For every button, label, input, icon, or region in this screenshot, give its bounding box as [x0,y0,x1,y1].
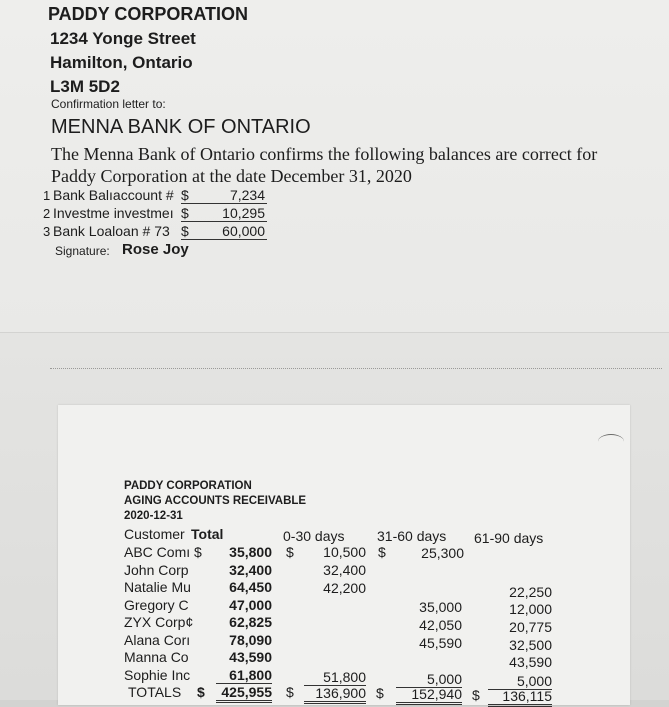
totals-0-30: 136,900 [304,685,366,704]
row-1-dollar-2: $ [378,544,386,560]
row-5-customer: ZYX Corp¢ [124,614,194,630]
row-6-total: 78,090 [229,632,272,648]
row-2-total: 32,400 [229,562,272,578]
header-total: Total [191,526,224,542]
row-6-customer: Alana Corı [124,632,191,648]
row-3-0-30: 42,200 [323,580,366,596]
row-6-61-90: 32,500 [509,637,552,653]
totals-dollar-1: $ [286,684,294,700]
item-2-line [181,205,267,222]
row-4-customer: Gregory C [124,597,189,613]
totals-61-90: 136,115 [488,688,552,707]
row-1-customer: ABC Comı $ [124,544,202,560]
aging-date: 2020-12-31 [124,510,183,522]
totals-31-60: 152,940 [396,686,462,705]
item-3-label: Bank Loaloan # 73 [53,223,170,239]
item-3-line [181,223,267,240]
row-8-total: 61,800 [216,667,272,684]
confirmation-label: Confirmation letter to: [51,97,166,111]
item-3-number: 3 [43,224,51,239]
signature-name: Rose Joy [122,241,189,258]
row-7-61-90: 43,590 [509,654,552,670]
header-customer: Customer [124,526,185,542]
postal-code: L3M 5D2 [50,77,120,96]
row-8-31-60: 5,000 [396,671,462,688]
item-2-amount: 10,295 [222,205,265,221]
signature-label: Signature: [55,244,110,258]
item-2-number: 2 [43,206,51,221]
row-7-total: 43,590 [229,649,272,665]
bank-name: MENNA BANK OF ONTARIO [51,116,311,138]
address-line2: Hamilton, Ontario [50,53,193,72]
row-7-customer: Manna Co [124,649,189,665]
totals-dollar: $ [197,684,205,700]
row-6-31-60: 45,590 [419,635,462,651]
header-31-60: 31-60 days [377,528,447,544]
row-4-31-60: 35,000 [419,599,462,615]
item-1-amount: 7,234 [229,187,265,203]
header-0-30: 0-30 days [283,528,345,544]
item-3-amount: 60,000 [222,223,265,239]
row-5-31-60: 42,050 [419,617,462,633]
row-8-0-30: 51,800 [304,669,366,686]
row-2-0-30: 32,400 [323,562,366,578]
row-1-dollar-1: $ [286,544,294,560]
row-3-61-90: 22,250 [509,584,552,600]
totals-dollar-3: $ [472,687,480,703]
row-1-31-60: 25,300 [421,545,464,561]
row-1-0-30: 10,500 [323,544,366,560]
statement-line2: Paddy Corporation at the date December 31, 2020 [51,166,412,186]
row-3-customer: Natalie Mu [124,579,191,595]
row-4-61-90: 12,000 [509,601,552,617]
totals-total: 425,955 [216,684,272,703]
item-1-dollar: $ [181,187,189,203]
aging-title: AGING ACCOUNTS RECEIVABLE [124,495,307,507]
row-1-total: 35,800 [229,544,272,560]
totals-dollar-2: $ [376,685,384,701]
address-line1: 1234 Yonge Street [50,29,196,48]
item-1-number: 1 [43,188,51,203]
dotted-divider [50,368,662,369]
header-61-90: 61-90 days [474,530,544,546]
item-1-label: Bank Balıaccount # [53,187,174,203]
statement-line1: The Menna Bank of Ontario confirms the following balances are correct for [51,144,598,164]
item-1-line [181,187,267,204]
aging-company: PADDY CORPORATION [124,480,252,492]
company-name: PADDY CORPORATION [48,4,249,24]
paper-curl [598,434,624,449]
row-5-61-90: 20,775 [509,619,552,635]
item-2-dollar: $ [181,205,189,221]
row-8-61-90: 5,000 [488,673,552,690]
item-2-label: Investme investmeı [53,205,174,221]
row-4-total: 47,000 [229,597,272,613]
row-3-total: 64,450 [229,579,272,595]
row-2-customer: John Corp [124,562,189,578]
totals-label: TOTALS [128,684,182,700]
row-5-total: 62,825 [229,614,272,630]
item-3-dollar: $ [181,223,189,239]
row-8-customer: Sophie Inc [124,667,191,683]
